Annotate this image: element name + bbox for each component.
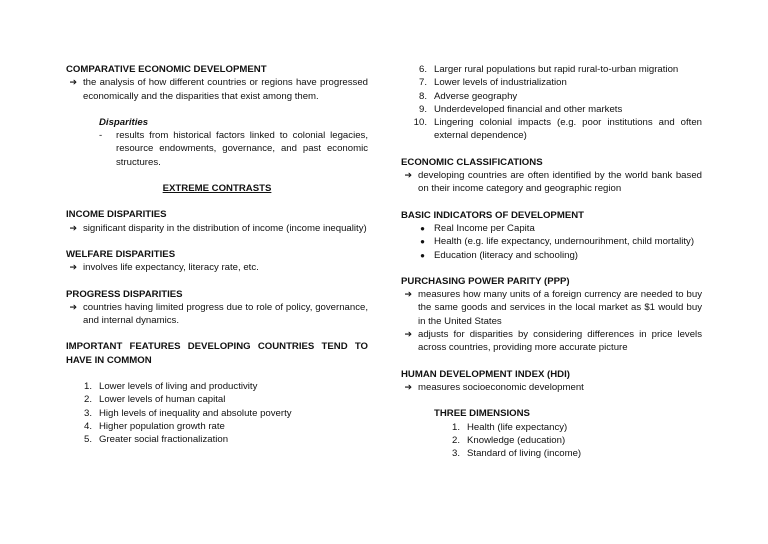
- comparative-point: [66, 76, 368, 103]
- list-number: 3.: [83, 407, 92, 419]
- disparities-text: results from historical factors linked to colonial legacies, resource endowments, governance, and past economic structures.: [116, 130, 368, 168]
- list-text: Underdeveloped financial and other markets: [434, 103, 623, 115]
- list-number: 2.: [451, 434, 460, 446]
- list-text: Greater social fractionalization: [99, 434, 229, 446]
- list-number: 7.: [418, 77, 427, 89]
- list-number: 9.: [418, 103, 427, 115]
- list-number: 6.: [418, 64, 427, 75]
- income-heading: INCOME DISPARITIES: [66, 209, 167, 221]
- ppp-point: [401, 328, 702, 355]
- welfare-point: [66, 261, 368, 274]
- list-text: Real Income per Capita: [434, 222, 535, 234]
- comparative-heading: COMPARATIVE ECONOMIC DEVELOPMENT: [66, 64, 267, 75]
- income-point: [66, 222, 368, 235]
- list-text: Larger rural populations but rapid rural-to-urban migration: [434, 64, 679, 75]
- list-item: [401, 222, 702, 235]
- economic-heading: ECONOMIC CLASSIFICATIONS: [401, 156, 543, 168]
- arrow-right-icon: ➔: [69, 222, 77, 233]
- list-item: [401, 90, 702, 103]
- dimensions-list: [434, 421, 702, 461]
- list-number: 1.: [83, 381, 92, 393]
- progress-point-text: countries having limited progress due to role of policy, governance, and internal dynamics.: [83, 301, 368, 327]
- list-number: 5.: [83, 434, 92, 446]
- disparities-point: [99, 129, 368, 169]
- arrow-right-icon: ➔: [404, 329, 412, 340]
- list-text: High levels of inequality and absolute poverty: [99, 407, 292, 419]
- list-item: [401, 103, 702, 116]
- list-text: Lingering colonial impacts (e.g. poor institutions and often external dependence): [434, 117, 702, 142]
- list-item: [401, 63, 702, 76]
- list-item: [401, 249, 702, 262]
- list-item: [66, 407, 368, 420]
- income-point-text: significant disparity in the distribution of income (income inequality): [83, 222, 367, 234]
- hdi-heading: HUMAN DEVELOPMENT INDEX (HDI): [401, 368, 570, 380]
- left-column: [66, 63, 368, 447]
- arrow-right-icon: ➔: [404, 289, 412, 300]
- arrow-right-icon: ➔: [404, 170, 412, 181]
- list-item: [66, 393, 368, 406]
- dash-icon: -: [99, 130, 103, 142]
- ppp-point: [401, 288, 702, 328]
- bullet-dot-icon: ●: [420, 223, 425, 233]
- features-heading: IMPORTANT FEATURES DEVELOPING COUNTRIES TEND TO HAVE IN COMMON: [66, 341, 368, 366]
- list-item: [401, 76, 702, 89]
- list-item: [434, 421, 702, 434]
- list-item: [434, 434, 702, 447]
- list-text: Knowledge (education): [467, 434, 566, 446]
- list-number: 2.: [83, 394, 92, 406]
- list-text: Health (life expectancy): [467, 421, 568, 433]
- list-number: 4.: [83, 420, 92, 432]
- hdi-point-text: measures socioeconomic development: [418, 381, 584, 393]
- bullet-dot-icon: ●: [420, 250, 425, 260]
- features-list: [66, 380, 368, 446]
- list-number: 1.: [451, 421, 460, 433]
- list-text: Education (literacy and schooling): [434, 249, 578, 261]
- progress-heading: PROGRESS DISPARITIES: [66, 288, 183, 300]
- arrow-right-icon: ➔: [69, 262, 77, 273]
- extreme-contrasts-title: EXTREME CONTRASTS: [162, 183, 272, 195]
- list-text: Higher population growth rate: [99, 420, 225, 432]
- ppp-point-text: measures how many units of a foreign currency are needed to buy the same goods and services in the local market as $1 would buy in the United States: [418, 289, 702, 327]
- welfare-heading: WELFARE DISPARITIES: [66, 248, 176, 260]
- list-text: Lower levels of industrialization: [434, 77, 567, 89]
- list-text: Adverse geography: [434, 90, 518, 102]
- comparative-point-text: the analysis of how different countries or regions have progressed economically and the disparities that exist among them.: [83, 77, 368, 102]
- features-list-continued: [401, 63, 702, 143]
- dimensions-title: THREE DIMENSIONS: [434, 408, 530, 420]
- disparities-title: Disparities: [99, 116, 149, 128]
- list-item: [66, 420, 368, 433]
- economic-point: [401, 169, 702, 196]
- list-text: Standard of living (income): [467, 448, 582, 460]
- right-column: [401, 63, 702, 460]
- list-item: [66, 433, 368, 446]
- list-item: [434, 447, 702, 460]
- list-number: 8.: [418, 90, 427, 102]
- arrow-right-icon: ➔: [69, 77, 77, 88]
- list-text: Lower levels of living and productivity: [99, 381, 258, 393]
- progress-point: [66, 301, 368, 328]
- ppp-heading: PURCHASING POWER PARITY (PPP): [401, 275, 570, 287]
- list-text: Lower levels of human capital: [99, 394, 226, 406]
- list-number: 3.: [451, 448, 460, 460]
- economic-point-text: developing countries are often identified by the world bank based on their income category and geographic region: [418, 170, 702, 195]
- list-item: [401, 235, 702, 248]
- list-text: Health (e.g. life expectancy, undernourihment, child mortality): [434, 236, 695, 248]
- indicators-heading: BASIC INDICATORS OF DEVELOPMENT: [401, 209, 585, 221]
- list-number: 10.: [413, 117, 427, 129]
- list-item: [66, 380, 368, 393]
- list-item: [401, 116, 702, 143]
- arrow-right-icon: ➔: [404, 381, 412, 392]
- bullet-dot-icon: ●: [420, 237, 425, 247]
- ppp-point-text: adjusts for disparities by considering differences in price levels across countries, providing more accurate picture: [418, 329, 702, 354]
- hdi-point: [401, 381, 702, 394]
- arrow-right-icon: ➔: [69, 301, 77, 312]
- welfare-point-text: involves life expectancy, literacy rate, etc.: [83, 262, 259, 274]
